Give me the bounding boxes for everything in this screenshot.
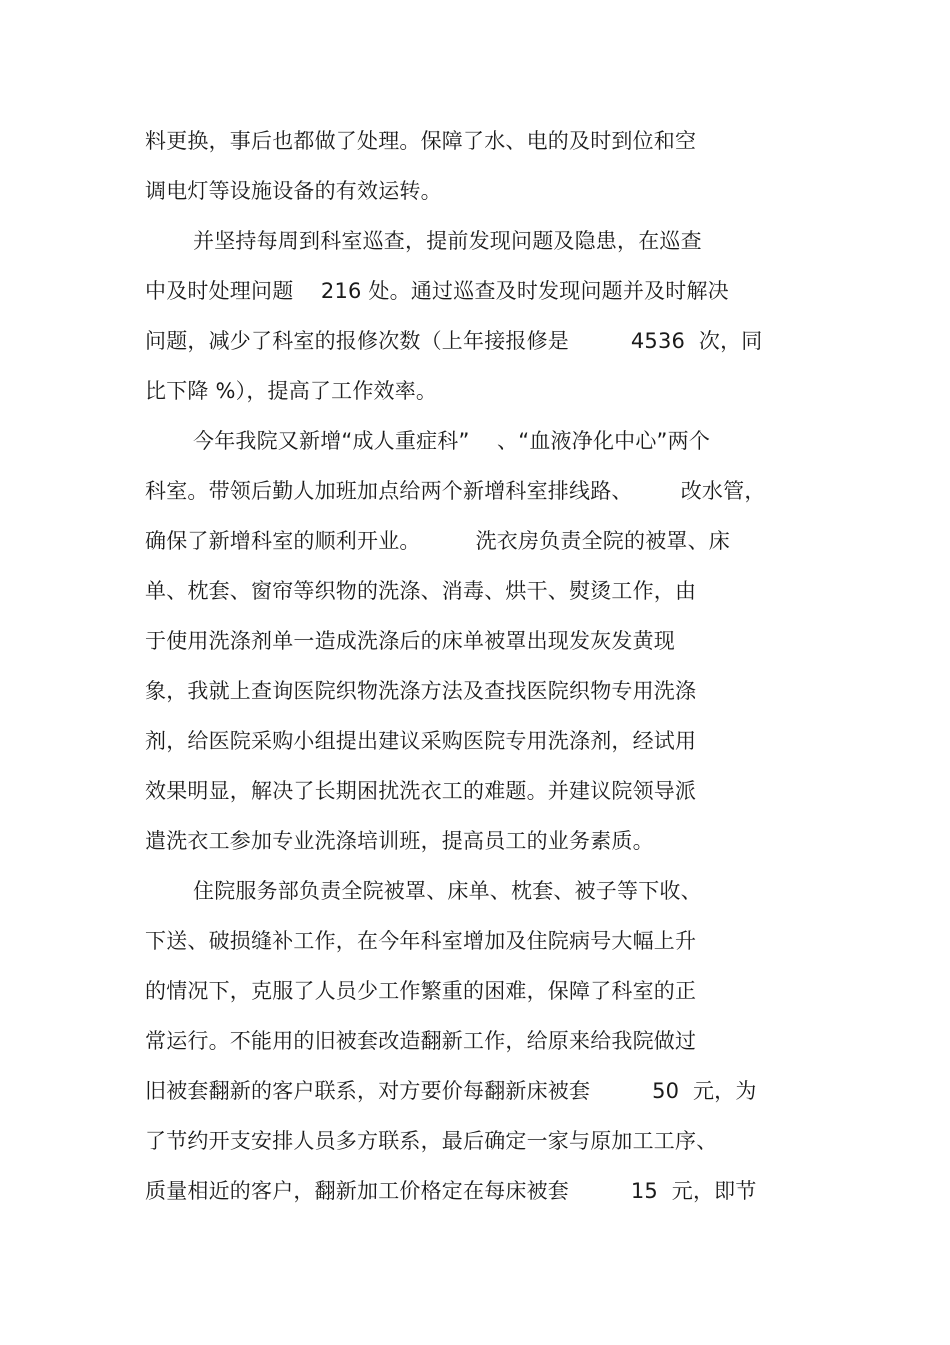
text-line: 质量相近的客户，翻新加工价格定在每床被套 15 元，即节 [145, 1179, 757, 1203]
text-line: 效果明显，解决了长期困扰洗衣工的难题。并建议院领导派 [145, 779, 697, 803]
paragraph-start-line: 并坚持每周到科室巡查，提前发现问题及隐患，在巡查 [193, 229, 702, 253]
text-line: 料更换，事后也都做了处理。保障了水、电的及时到位和空 [145, 129, 697, 153]
text-line: 剂，给医院采购小组提出建议采购医院专用洗涤剂，经试用 [145, 729, 697, 753]
text-line: 常运行。不能用的旧被套改造翻新工作，给原来给我院做过 [145, 1029, 697, 1053]
text-line: 科室。带领后勤人加班加点给两个新增科室排线路、 改水管， [145, 479, 766, 503]
text-line: 的情况下，克服了人员少工作繁重的困难，保障了科室的正 [145, 979, 697, 1003]
text-line: 中及时处理问题 216 处。通过巡查及时发现问题并及时解决 [145, 279, 729, 303]
text-line: 单、枕套、窗帘等织物的洗涤、消毒、烘干、熨烫工作，由 [145, 579, 697, 603]
paragraph-start-line: 住院服务部负责全院被罩、床单、枕套、被子等下收、 [193, 879, 702, 903]
text-line: 于使用洗涤剂单一造成洗涤后的床单被罩出现发灰发黄现 [145, 629, 675, 653]
text-line: 确保了新增科室的顺利开业。 洗衣房负责全院的被罩、床 [145, 529, 730, 553]
text-line: 象，我就上查询医院织物洗涤方法及查找医院织物专用洗涤 [145, 679, 697, 703]
text-line: 遣洗衣工参加专业洗涤培训班，提高员工的业务素质。 [145, 829, 654, 853]
text-line: 问题，减少了科室的报修次数（上年接报修是 4536 次，同 [145, 329, 763, 353]
text-line: 下送、破损缝补工作，在今年科室增加及住院病号大幅上升 [145, 929, 697, 953]
text-line: 了节约开支安排人员多方联系，最后确定一家与原加工工序、 [145, 1129, 718, 1153]
text-line: 旧被套翻新的客户联系，对方要价每翻新床被套 50 元，为 [145, 1079, 757, 1103]
paragraph-start-line: 今年我院又新增“成人重症科” 、“血液净化中心”两个 [193, 429, 711, 453]
text-line: 比下降 %），提高了工作效率。 [145, 379, 438, 403]
text-line: 调电灯等设施设备的有效运转。 [145, 179, 442, 203]
